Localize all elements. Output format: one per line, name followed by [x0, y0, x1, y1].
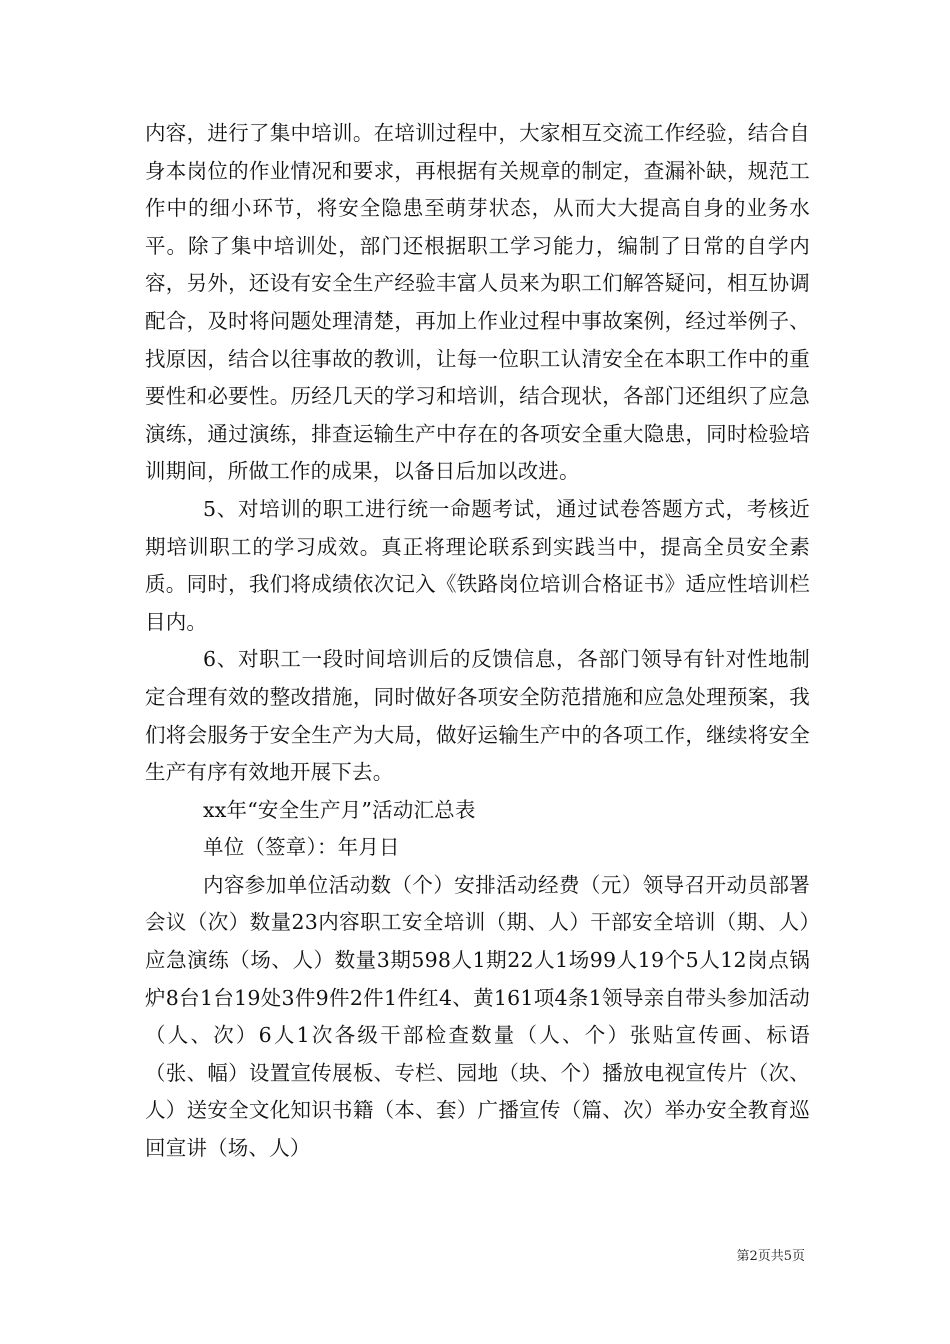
- summary-table-content: 内容参加单位活动数（个）安排活动经费（元）领导召开动员部署会议（次）数量23内容职工安全培训（期、人）干部安全培训（期、人）应急演练（场、人）数量3期598人1期22人1场99人19个5人12岗点锅炉8台1台19处3件9件2件1件红4、黄161项4条1领导亲自带头参加活动（人、次）6人1次各级干部检查数量（人、个）张贴宣传画、标语（张、幅）设置宣传展板、专栏、园地（块、个）播放电视宣传片（次、人）送安全文化知识书籍（本、套）广播宣传（篇、次）举办安全教育巡回宣讲（场、人）: [145, 872, 810, 1161]
- paragraph-item-5: 5、对培训的职工进行统一命题考试，通过试卷答题方式，考核近期培训职工的学习成效。真正将理论联系到实践当中，提高全员安全素质。同时，我们将成绩依次记入《铁路岗位培训合格证书》适应性培训栏目内。: [145, 496, 810, 634]
- paragraph-training-summary: 内容，进行了集中培训。在培训过程中，大家相互交流工作经验，结合自身本岗位的作业情况和要求，再根据有关规章的制定，查漏补缺，规范工作中的细小环节，将安全隐患至萌芽状态，从而大大提高自身的业务水平。除了集中培训处，部门还根据职工学习能力，编制了日常的自学内容，另外，还设有安全生产经验丰富人员来为职工们解答疑问，相互协调配合，及时将问题处理清楚，再加上作业过程中事故案例，经过举例子、找原因，结合以往事故的教训，让每一位职工认清安全在本职工作中的重要性和必要性。历经几天的学习和培训，结合现状，各部门还组织了应急演练，通过演练，排查运输生产中存在的各项安全重大隐患，同时检验培训期间，所做工作的成果，以备日后加以改进。: [145, 121, 810, 484]
- unit-signature-line: 单位（签章）：年月日: [203, 835, 400, 860]
- table-title: xx年“安全生产月”活动汇总表: [203, 797, 476, 822]
- paragraph-item-6: 6、对职工一段时间培训后的反馈信息，各部门领导有针对性地制定合理有效的整改措施，同时做好各项安全防范措施和应急处理预案，我们将会服务于安全生产为大局，做好运输生产中的各项工作，继续将安全生产有序有效地开展下去。: [145, 647, 810, 785]
- page-number: 第2页共5页: [736, 1249, 805, 1264]
- document-body: [145, 115, 810, 1168]
